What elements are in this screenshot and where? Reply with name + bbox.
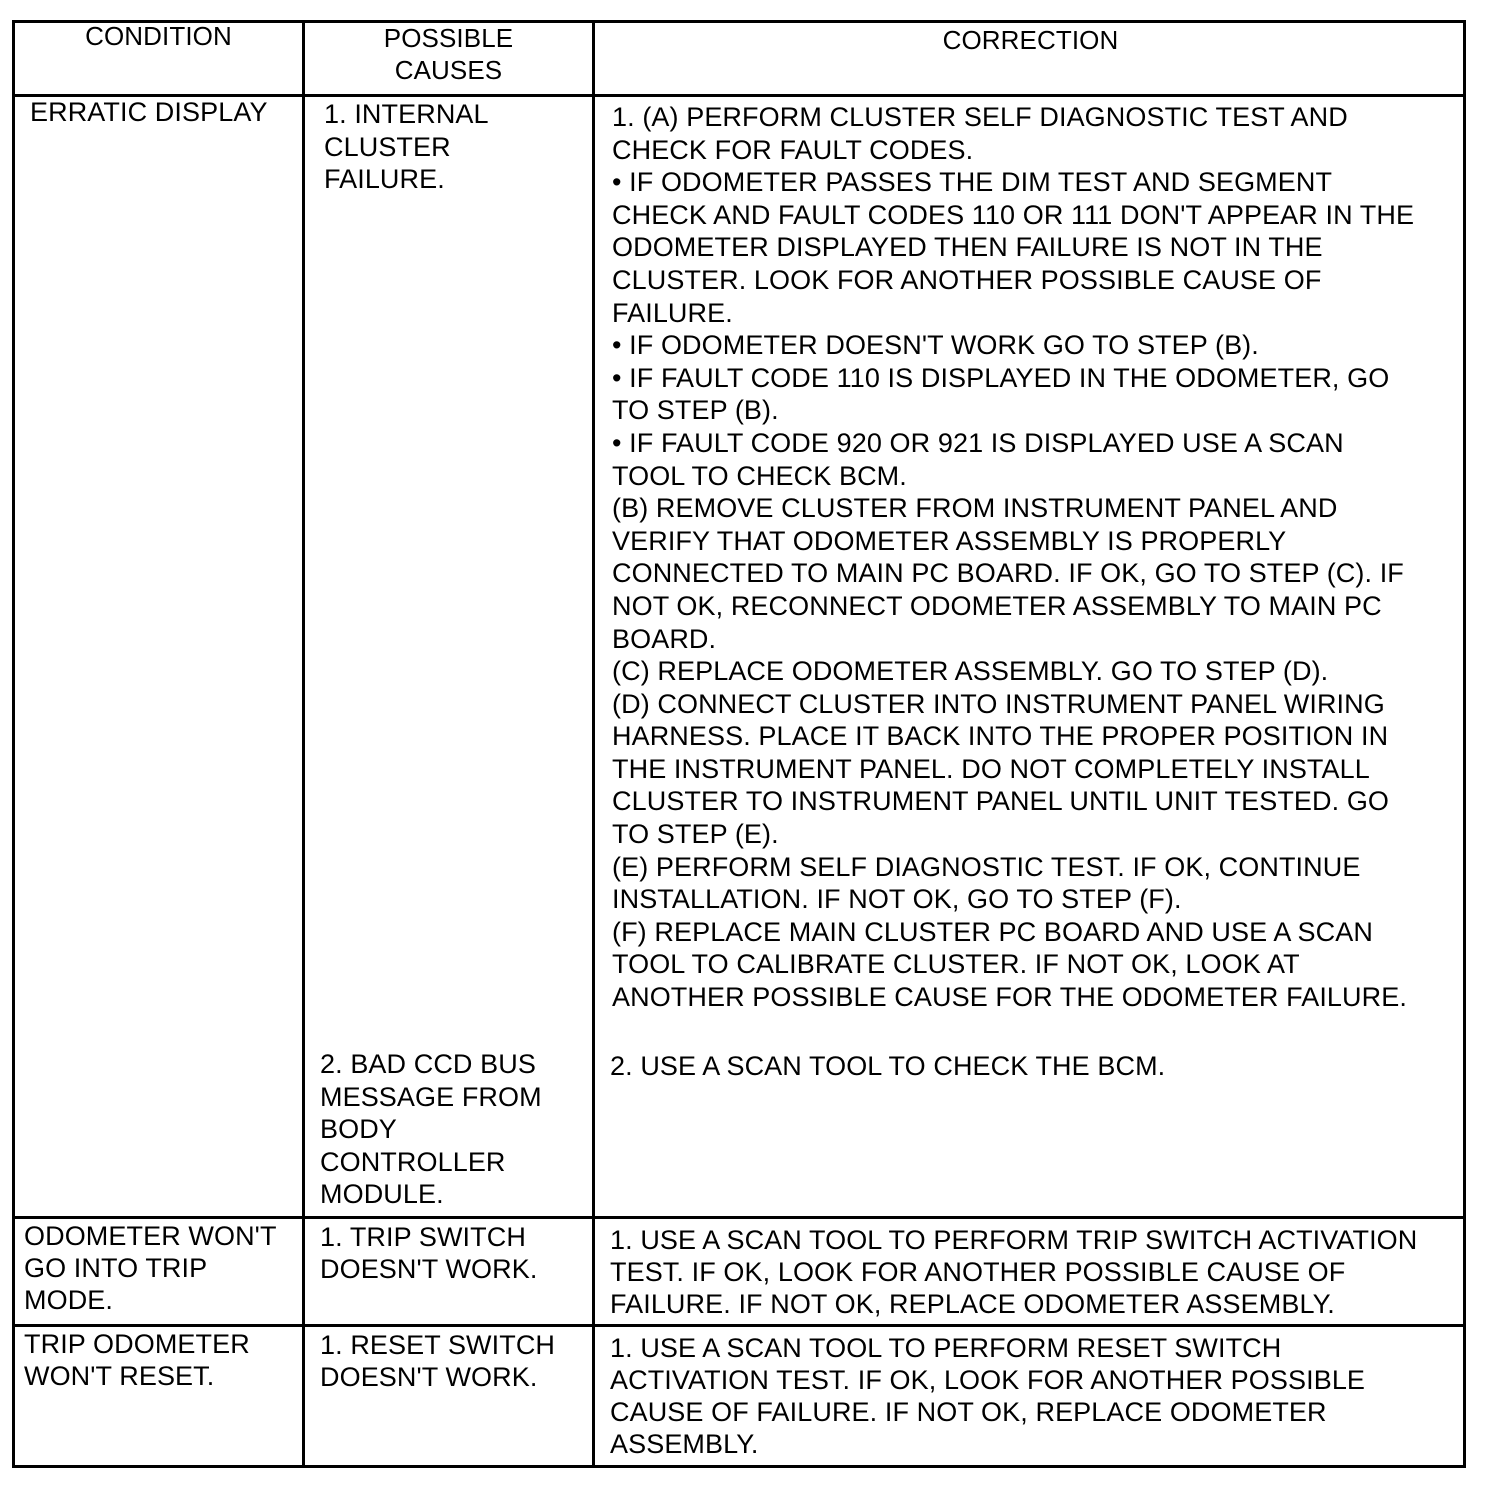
header-correction-text: CORRECTION [942,25,1119,55]
row2-correction [610,1224,1417,1320]
correction-text: HARNESS. PLACE IT BACK INTO THE PROPER POSITION IN [612,721,1389,752]
row3-condition [24,1328,250,1392]
row2-condition [24,1220,277,1316]
cause-text: BODY [320,1114,397,1145]
row3-cause [320,1329,555,1393]
correction-text: CLUSTER. LOOK FOR ANOTHER POSSIBLE CAUSE OF [612,264,1322,295]
correction-text: NOT OK, RECONNECT ODOMETER ASSEMBLY TO MAIN PC [612,590,1382,621]
correction-text: TOOL TO CHECK BCM. [612,460,907,491]
correction-text: TO STEP (B). [612,395,779,426]
row1-cause1 [324,98,489,196]
correction-text: TEST. IF OK, LOOK FOR ANOTHER POSSIBLE CAUSE OF [610,1257,1346,1287]
row-divider [12,1324,1466,1327]
row1-correction2 [610,1050,1165,1083]
correction-text: ANOTHER POSSIBLE CAUSE FOR THE ODOMETER FAILURE. [612,982,1407,1013]
correction-text: CLUSTER TO INSTRUMENT PANEL UNTIL UNIT TESTED. GO [612,786,1390,817]
cause-text: DOESN'T WORK. [320,1254,538,1284]
correction-text: • IF ODOMETER DOESN'T WORK GO TO STEP (B). [612,330,1259,361]
cause-text: 1. RESET SWITCH [320,1330,556,1360]
condition-text: TRIP ODOMETER [24,1329,250,1359]
header-causes-line: POSSIBLE [383,23,514,53]
row1-correction1 [612,101,1414,1014]
correction-text: CHECK FOR FAULT CODES. [612,134,974,165]
correction-text: (F) REPLACE MAIN CLUSTER PC BOARD AND USE A SCAN [612,916,1373,947]
cause-text: 1. TRIP SWITCH [320,1222,526,1252]
condition-text: GO INTO TRIP [24,1253,208,1283]
cause-text: CLUSTER [324,131,451,162]
row2-cause [320,1221,537,1285]
correction-text: • IF FAULT CODE 110 IS DISPLAYED IN THE ODOMETER, GO [612,362,1390,393]
correction-text: ODOMETER DISPLAYED THEN FAILURE IS NOT IN THE [612,232,1323,263]
column-divider [302,20,305,1468]
correction-text: BOARD. [612,623,717,654]
correction-text: FAILURE. IF NOT OK, REPLACE ODOMETER ASSEMBLY. [610,1289,1335,1319]
cause-text: CONTROLLER [320,1146,506,1177]
correction-text: VERIFY THAT ODOMETER ASSEMBLY IS PROPERLY [612,525,1287,556]
correction-text: ASSEMBLY. [610,1429,759,1459]
condition-text: WON'T RESET. [24,1361,215,1391]
cause-text: DOESN'T WORK. [320,1362,538,1392]
cause-text: FAILURE. [324,164,445,195]
row-divider [12,1216,1466,1219]
correction-text: (C) REPLACE ODOMETER ASSEMBLY. GO TO STEP (D). [612,656,1329,687]
correction-text: INSTALLATION. IF NOT OK, GO TO STEP (F). [612,884,1182,915]
correction-text: ACTIVATION TEST. IF OK, LOOK FOR ANOTHER POSSIBLE [610,1365,1366,1395]
correction-text: (D) CONNECT CLUSTER INTO INSTRUMENT PANEL WIRING [612,688,1385,719]
cause-text: 2. BAD CCD BUS [320,1049,536,1079]
condition-text: ODOMETER WON'T [24,1221,277,1251]
cause-text: MODULE. [320,1179,444,1210]
correction-text: FAILURE. [612,297,733,328]
correction-text: • IF FAULT CODE 920 OR 921 IS DISPLAYED USE A SCAN [612,427,1344,458]
correction-text: TOOL TO CALIBRATE CLUSTER. IF NOT OK, LOOK AT [612,949,1300,980]
correction-text: CAUSE OF FAILURE. IF NOT OK, REPLACE ODOMETER [610,1397,1327,1427]
correction-text: TO STEP (E). [612,819,779,850]
correction-text: 1. USE A SCAN TOOL TO PERFORM TRIP SWITCH ACTIVATION [610,1225,1418,1255]
column-divider [592,20,595,1468]
correction-text: 1. USE A SCAN TOOL TO PERFORM RESET SWITCH [610,1333,1282,1363]
header-condition-text: CONDITION [85,21,232,51]
correction-text: 1. (A) PERFORM CLUSTER SELF DIAGNOSTIC TEST AND [612,102,1348,132]
header-correction [595,24,1466,56]
row3-correction [610,1332,1365,1460]
correction-text: CHECK AND FAULT CODES 110 OR 111 DON'T APPEAR IN THE [612,199,1415,230]
condition-text: ERRATIC DISPLAY [30,97,268,127]
row1-cause2 [320,1048,542,1211]
correction-text: (E) PERFORM SELF DIAGNOSTIC TEST. IF OK, CONTINUE [612,851,1361,882]
correction-text: THE INSTRUMENT PANEL. DO NOT COMPLETELY INSTALL [612,753,1370,784]
correction-text: (B) REMOVE CLUSTER FROM INSTRUMENT PANEL AND [612,493,1338,524]
header-possible-causes [305,22,592,86]
condition-text: MODE. [24,1285,114,1315]
correction-text: 2. USE A SCAN TOOL TO CHECK THE BCM. [610,1051,1166,1081]
header-causes-line: CAUSES [394,55,503,85]
correction-text: • IF ODOMETER PASSES THE DIM TEST AND SEGMENT [612,167,1333,198]
header-condition [15,20,302,52]
cause-text: MESSAGE FROM [320,1081,542,1112]
correction-text: CONNECTED TO MAIN PC BOARD. IF OK, GO TO STEP (C). IF [612,558,1404,589]
cause-text: 1. INTERNAL [324,99,489,129]
row1-condition [30,96,268,129]
